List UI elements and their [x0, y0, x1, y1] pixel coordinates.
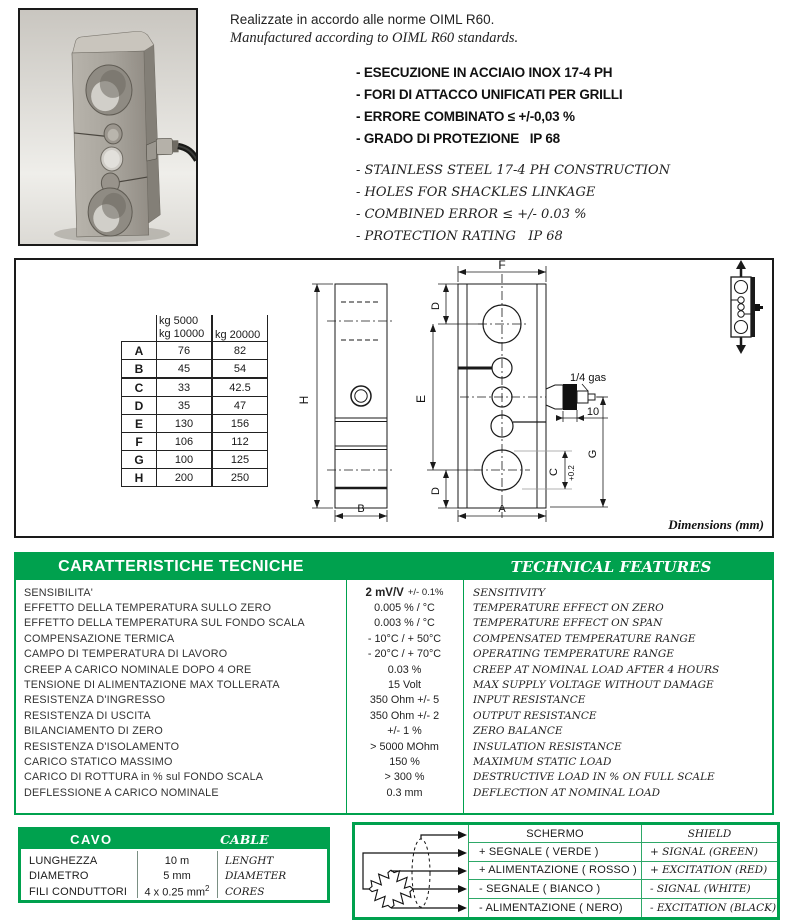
spec-row [16, 677, 772, 692]
dim-row: E 130 156 [122, 415, 268, 433]
feature-item-en: - HOLES FOR SHACKLES LINKAGE [356, 185, 596, 200]
spec-row [16, 631, 772, 646]
wiring-row [469, 843, 777, 861]
dim-label-H: H [297, 395, 311, 405]
cable-row [21, 853, 327, 869]
dim-label-D-bottom: D [430, 487, 442, 495]
dim-row: C 33 42.5 [122, 378, 268, 397]
dim-row: A 76 82 [122, 342, 268, 360]
dim-D-top [438, 284, 484, 324]
spec-label-en: DEFLECTION AT NOMINAL LOAD [473, 786, 661, 799]
wiring-label-en: SHIELD [641, 825, 777, 842]
spec-label-it: CAMPO DI TEMPERATURA DI LAVORO [24, 648, 228, 661]
cable-label-it: FILI CONDUTTORI [29, 885, 128, 898]
spec-row [16, 724, 772, 739]
wiring-row [469, 899, 777, 917]
spec-label-it: CARICO STATICO MASSIMO [24, 755, 173, 768]
dimension-table [121, 315, 268, 487]
spec-value: 0.005 % / °C [374, 602, 435, 615]
spec-label-it: SENSIBILITA' [24, 586, 94, 599]
cable-value: 5 mm [163, 870, 191, 883]
spec-label-it: CREEP A CARICO NOMINALE DOPO 4 ORE [24, 663, 252, 676]
wiring-label-it: - ALIMENTAZIONE ( NERO) [479, 901, 623, 914]
spec-label-it: EFFETTO DELLA TEMPERATURA SUL FONDO SCALA [24, 617, 305, 630]
spec-label-it: BILANCIAMENTO DI ZERO [24, 725, 163, 738]
capacity-header-small-2: kg 10000 [159, 328, 205, 340]
connector-thread-label: 1/4 gas [570, 372, 607, 384]
spec-label-it: RESISTENZA D'ISOLAMENTO [24, 740, 180, 753]
spec-label-en: INPUT RESISTANCE [473, 694, 586, 707]
cable-rows [21, 849, 327, 900]
spec-row [16, 754, 772, 769]
spec-value: 15 Volt [387, 679, 422, 692]
load-cell-photo [20, 10, 196, 244]
caption-dimensions: Dimensions (mm) [668, 517, 764, 532]
spec-value: 0.003 % / °C [374, 617, 435, 630]
spec-label-en: COMPENSATED TEMPERATURE RANGE [473, 632, 696, 645]
spec-row [16, 585, 772, 600]
spec-row [16, 662, 772, 677]
spec-value [346, 587, 463, 599]
cable-label-it: LUNGHEZZA [29, 854, 98, 867]
feature-list-en [356, 160, 670, 248]
dim-label-A: A [498, 503, 506, 515]
cable-row [21, 869, 327, 885]
cable-title-en: CABLE [220, 832, 269, 847]
spec-label-it: RESISTENZA DI USCITA [24, 709, 151, 722]
dim-label-E: E [414, 394, 428, 404]
wiring-label-it: + ALIMENTAZIONE ( ROSSO ) [479, 864, 637, 877]
spec-value: > 300 % [384, 771, 425, 784]
cable-title-it: CAVO [70, 832, 113, 847]
wiring-row [469, 880, 777, 898]
dim-label-C: C [548, 468, 560, 476]
cable-label-en: DIAMETER [225, 870, 287, 883]
spec-value-main: 2 mV/V [365, 586, 404, 599]
spec-label-en: OPERATING TEMPERATURE RANGE [473, 648, 674, 661]
feature-item-it: - GRADO DI PROTEZIONE IP 68 [356, 131, 560, 146]
feature-item-it: - ERRORE COMBINATO ≤ +/-0,03 % [356, 109, 575, 124]
spec-label-en: MAXIMUM STATIC LOAD [473, 755, 612, 768]
wiring-row [469, 862, 777, 880]
spec-value: 0.3 mm [386, 786, 423, 799]
load-direction-icon [731, 260, 763, 354]
wiring-label-it: - SEGNALE ( BIANCO ) [479, 882, 601, 895]
dim-C [514, 451, 572, 489]
wiring-label-en: - EXCITATION (BLACK) [641, 899, 777, 917]
spec-value: +/- 1 % [387, 725, 422, 738]
feature-item-it: - ESECUZIONE IN ACCIAIO INOX 17-4 PH [356, 65, 613, 80]
spec-label-en: MAX SUPPLY VOLTAGE WITHOUT DAMAGE [473, 679, 714, 692]
cable-value-sup: 2 [205, 884, 210, 894]
spec-label-it: CARICO DI ROTTURA in % sul FONDO SCALA [24, 771, 264, 784]
spec-row [16, 600, 772, 615]
bridge-schematic [355, 825, 468, 917]
technical-features-box [14, 552, 774, 815]
dim-label-G: G [587, 449, 599, 459]
spec-label-en: TEMPERATURE EFFECT ON ZERO [473, 602, 664, 615]
spec-row [16, 708, 772, 723]
spec-value: 350 Ohm +/- 5 [369, 694, 440, 707]
spec-label-en: CREEP AT NOMINAL LOAD AFTER 4 HOURS [473, 663, 720, 676]
spec-value: 150 % [389, 755, 420, 768]
spec-row [16, 739, 772, 754]
intro-line-en: Manufactured according to OIML R60 standards. [230, 30, 519, 46]
spec-label-it: EFFETTO DELLA TEMPERATURA SULLO ZERO [24, 602, 272, 615]
spec-title-it: CARATTERISTICHE TECNICHE [58, 558, 304, 575]
wiring-label-it: + SEGNALE ( VERDE ) [479, 846, 599, 859]
spec-row [16, 693, 772, 708]
cable-box [18, 827, 330, 903]
spec-label-en: SENSITIVITY [473, 586, 546, 599]
feature-list-it [356, 62, 622, 150]
cable-label-en: CORES [225, 885, 265, 898]
intro-line-it: Realizzate in accordo alle norme OIML R60. [230, 12, 495, 27]
dim-row: D 35 47 [122, 397, 268, 415]
dim-label-C-tolerance: +0.2 [567, 465, 576, 481]
spec-rows [16, 585, 772, 800]
spec-row [16, 770, 772, 785]
dim-10 [556, 410, 608, 422]
dimensional-drawing-box [14, 258, 774, 538]
spec-label-en: DESTRUCTIVE LOAD IN % ON FULL SCALE [473, 771, 715, 784]
cable-row [21, 884, 327, 900]
spec-label-it: RESISTENZA D'INGRESSO [24, 694, 166, 707]
spec-value: > 5000 MOhm [370, 740, 439, 753]
spec-title-en: TECHNICAL FEATURES [510, 558, 712, 576]
spec-row [16, 785, 772, 800]
wiring-label-en: + EXCITATION (RED) [641, 862, 777, 879]
intro-block [230, 12, 518, 47]
dim-row: F 106 112 [122, 433, 268, 451]
spec-row [16, 647, 772, 662]
cable-label-it: DIAMETRO [29, 870, 89, 883]
feature-item-en: - PROTECTION RATING IP 68 [356, 229, 563, 244]
spec-value: 0.03 % [387, 663, 422, 676]
cable-divider-right [217, 851, 218, 898]
dim-G [550, 397, 608, 507]
cable-label-en: LENGHT [225, 854, 274, 867]
dim-row: B 45 54 [122, 360, 268, 379]
dim-label-B: B [357, 503, 365, 515]
spec-label-it: COMPENSAZIONE TERMICA [24, 632, 175, 645]
spec-label-en: OUTPUT RESISTANCE [473, 709, 597, 722]
wiring-label-it: SCHERMO [526, 827, 584, 840]
side-view [327, 284, 395, 508]
spec-row [16, 616, 772, 631]
feature-item-it: - FORI DI ATTACCO UNIFICATI PER GRILLI [356, 87, 623, 102]
feature-item-en: - COMBINED ERROR ≤ +/- 0.03 % [356, 207, 587, 222]
wiring-box [352, 822, 780, 920]
dim-label-F: F [498, 260, 506, 272]
wiring-label-en: + SIGNAL (GREEN) [641, 843, 777, 860]
spec-value-note: +/- 0.1% [407, 587, 444, 599]
capacity-header-large: kg 20000 [212, 315, 268, 342]
wiring-label-en: - SIGNAL (WHITE) [641, 880, 777, 897]
cable-banner [21, 830, 327, 849]
spec-label-it: TENSIONE DI ALIMENTAZIONE MAX TOLLERATA [24, 679, 280, 692]
product-photo [18, 8, 198, 246]
spec-banner [16, 554, 772, 580]
spec-value: - 20°C / + 70°C [367, 648, 442, 661]
spec-label-en: ZERO BALANCE [473, 725, 563, 738]
spec-label-en: TEMPERATURE EFFECT ON SPAN [473, 617, 663, 630]
spec-value: - 10°C / + 50°C [367, 632, 442, 645]
dim-H [312, 284, 333, 508]
spec-value: 350 Ohm +/- 2 [369, 709, 440, 722]
cable-value: 4 x 0.25 $mm^2$ [144, 884, 210, 900]
wiring-table [468, 825, 777, 917]
wiring-row [469, 825, 777, 843]
dim-row: H 200 250 [122, 469, 268, 487]
dim-label-10: 10 [586, 406, 600, 418]
cable-value: 10 m [164, 854, 190, 867]
capacity-header-small-1: kg 5000 [159, 315, 199, 327]
dim-row: G 100 125 [122, 451, 268, 469]
cable-divider-left [137, 851, 138, 898]
feature-item-en: - STAINLESS STEEL 17-4 PH CONSTRUCTION [356, 163, 671, 178]
spec-label-en: INSULATION RESISTANCE [473, 740, 622, 753]
spec-label-it: DEFLESSIONE A CARICO NOMINALE [24, 786, 219, 799]
dim-label-D-top: D [430, 302, 442, 310]
